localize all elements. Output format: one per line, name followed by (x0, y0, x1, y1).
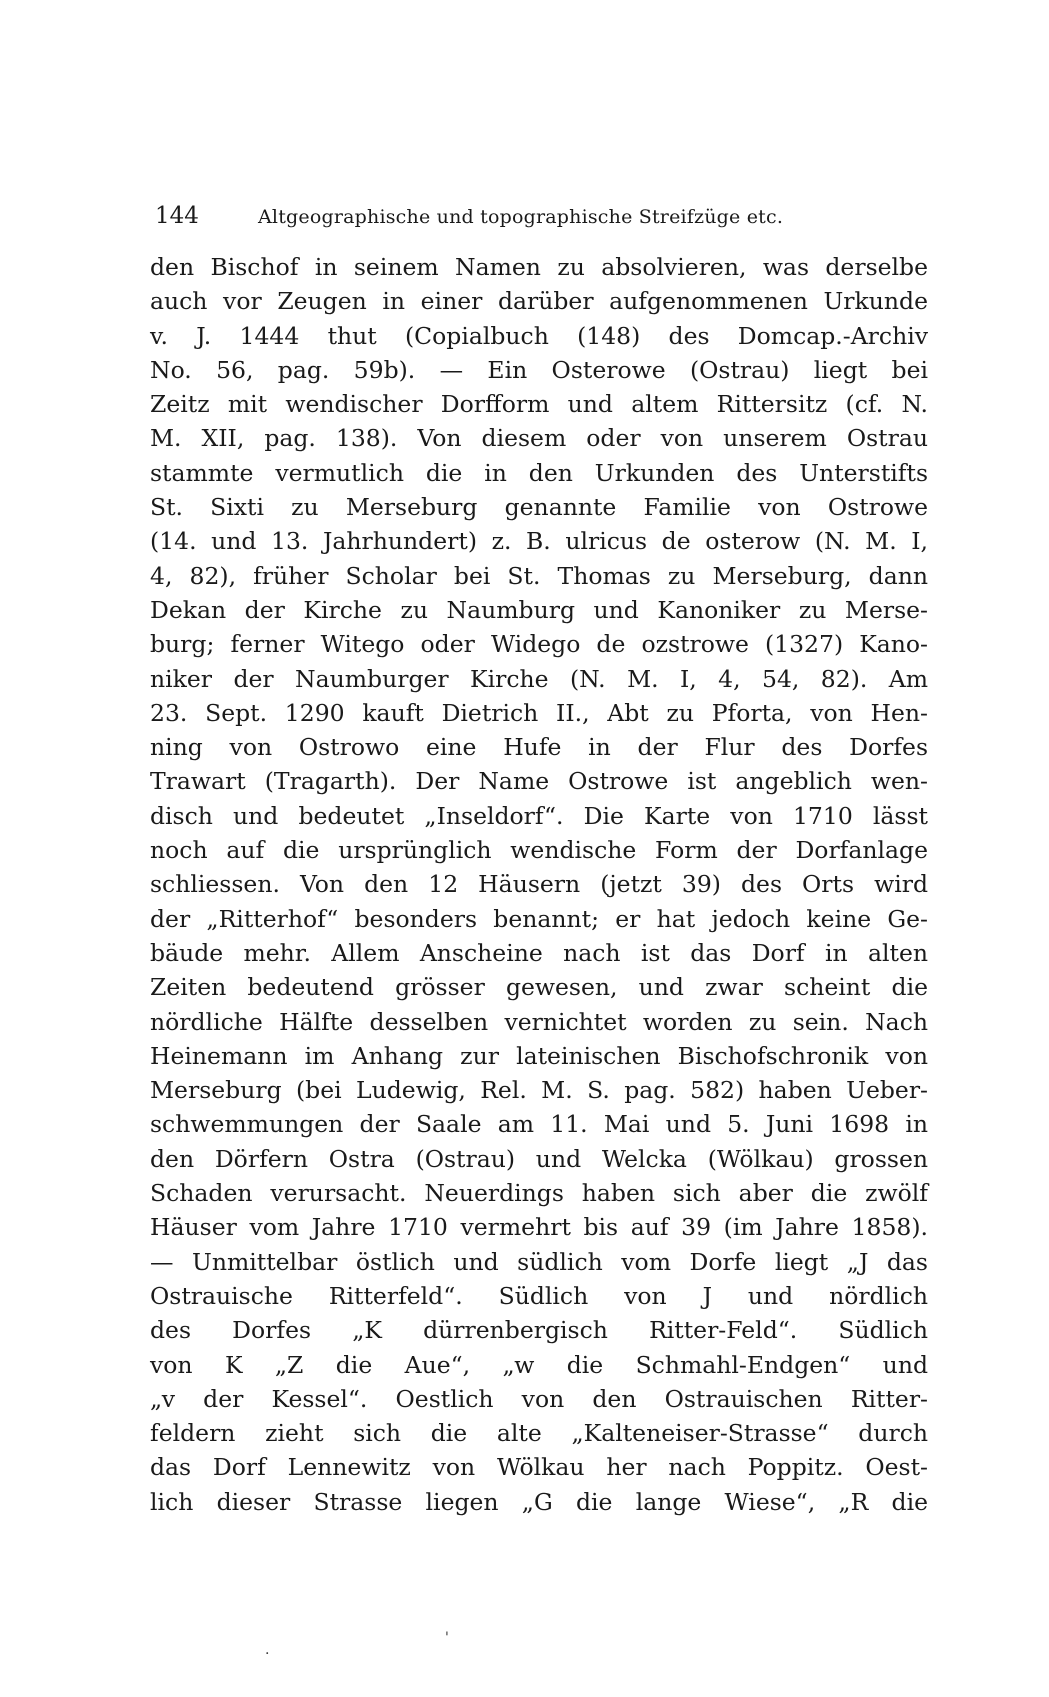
text-line: Dekan der Kirche zu Naumburg und Kanoniker zu Merse- (150, 595, 928, 624)
text-line: Heinemann im Anhang zur lateinischen Bischofschronik von (150, 1041, 928, 1070)
text-line: v. J. 1444 thut (Copialbuch (148) des Domcap.-Archiv (150, 321, 928, 350)
text-line: schliessen. Von den 12 Häusern (jetzt 39) des Orts wird (150, 870, 928, 899)
footer-marks (265, 1630, 485, 1662)
text-line: des Dorfes „K dürrenbergisch Ritter-Feld“. Südlich (150, 1316, 928, 1345)
text-line: niker der Naumburger Kirche (N. M. I, 4, 54, 82). Am (150, 664, 928, 693)
text-line: bäude mehr. Allem Anscheine nach ist das Dorf in alten (150, 938, 928, 967)
text-line: Schaden verursacht. Neuerdings haben sich aber die zwölf (150, 1179, 928, 1208)
text-line: stammte vermutlich die in den Urkunden des Unterstifts (150, 458, 928, 487)
text-line: das Dorf Lennewitz von Wölkau her nach Poppitz. Oest- (150, 1453, 928, 1482)
text-line: disch und bedeutet „Inseldorf“. Die Karte von 1710 lässt (150, 801, 928, 830)
text-line: Ostrauische Ritterfeld“. Südlich von J und nördlich (150, 1281, 928, 1310)
text-line: Zeiten bedeutend grösser gewesen, und zwar scheint die (150, 973, 928, 1002)
page-number: 144 (155, 203, 199, 229)
text-line: Trawart (Tragarth). Der Name Ostrowe ist angeblich wen- (150, 767, 928, 796)
text-line: der „Ritterhof“ besonders benannt; er hat jedoch keine Ge- (150, 904, 928, 933)
text-line: (14. und 13. Jahrhundert) z. B. ulricus de osterow (N. M. I, (150, 527, 928, 556)
text-line: feldern zieht sich die alte „Kalteneiser-Strasse“ durch (150, 1419, 928, 1448)
text-line: burg; ferner Witego oder Widego de ozstrowe (1327) Kano- (150, 630, 928, 659)
text-line: noch auf die ursprünglich wendische Form der Dorfanlage (150, 836, 928, 865)
text-line: ning von Ostrowo eine Hufe in der Flur des Dorfes (150, 733, 928, 762)
text-line: „v der Kessel“. Oestlich von den Ostrauischen Ritter- (150, 1384, 928, 1413)
text-line: 23. Sept. 1290 kauft Dietrich II., Abt zu Pforta, von Hen- (150, 698, 928, 727)
page-header (155, 203, 935, 233)
text-line: den Dörfern Ostra (Ostrau) und Welcka (Wölkau) grossen (150, 1144, 928, 1173)
running-title: Altgeographische und topographische Streifzüge etc. (258, 206, 784, 228)
text-line: schwemmungen der Saale am 11. Mai und 5. Juni 1698 in (150, 1110, 928, 1139)
stray-mark: . (265, 1642, 270, 1658)
text-line: den Bischof in seinem Namen zu absolvieren, was derselbe (150, 253, 928, 281)
text-line: — Unmittelbar östlich und südlich vom Dorfe liegt „J das (150, 1247, 928, 1276)
text-line: von K „Z die Aue“, „w die Schmahl-Endgen“ und (150, 1350, 928, 1379)
text-line: M. XII, pag. 138). Von diesem oder von unserem Ostrau (150, 424, 928, 453)
text-line: 4, 82), früher Scholar bei St. Thomas zu Merseburg, dann (150, 561, 928, 590)
text-line: Merseburg (bei Ludewig, Rel. M. S. pag. 582) haben Ueber- (150, 1076, 928, 1105)
text-line: Zeitz mit wendischer Dorfform und altem Rittersitz (cf. N. (150, 390, 928, 419)
text-line: lich dieser Strasse liegen „G die lange Wiese“, „R die (150, 1487, 928, 1516)
text-line: auch vor Zeugen in einer darüber aufgenommenen Urkunde (150, 287, 928, 316)
text-line: nördliche Hälfte desselben vernichtet worden zu sein. Nach (150, 1007, 928, 1036)
stray-mark: ' (445, 1630, 449, 1646)
text-line: St. Sixti zu Merseburg genannte Familie von Ostrowe (150, 493, 928, 522)
text-line: Häuser vom Jahre 1710 vermehrt bis auf 39 (im Jahre 1858). (150, 1213, 928, 1242)
body-text (150, 250, 928, 1519)
text-line: No. 56, pag. 59b). — Ein Osterowe (Ostrau) liegt bei (150, 355, 928, 384)
